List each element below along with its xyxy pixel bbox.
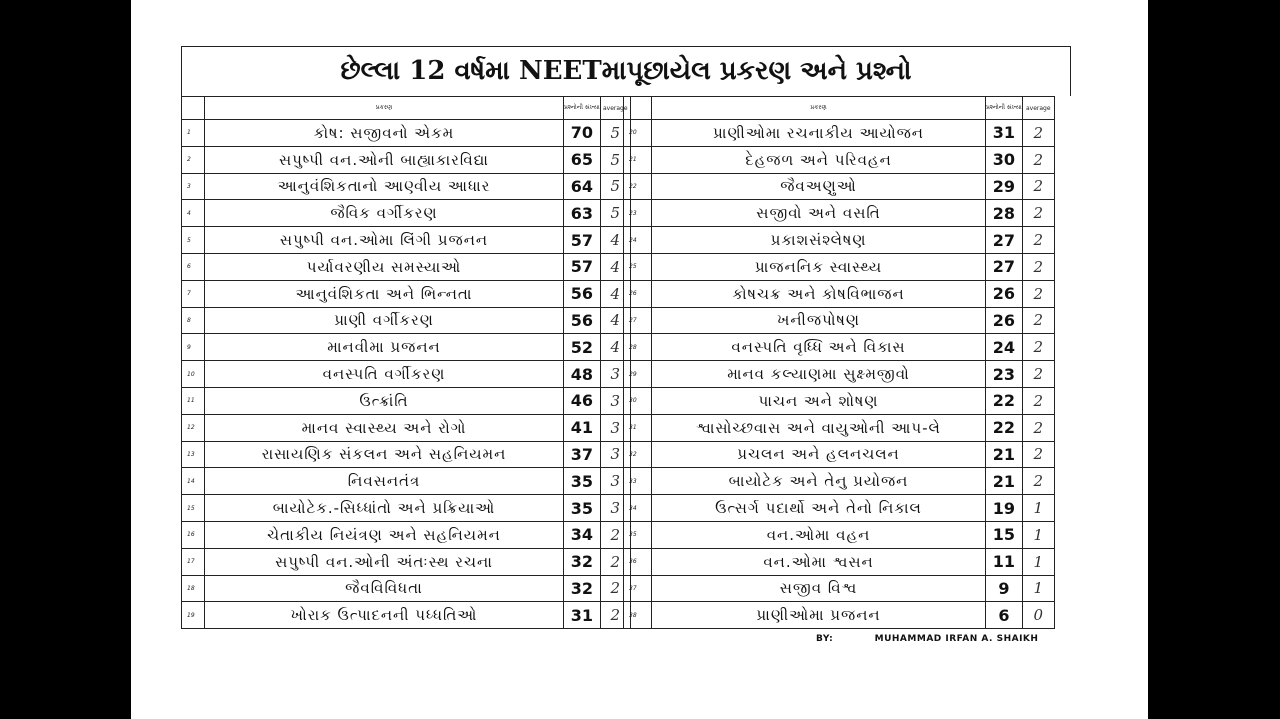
question-count: 34 [564, 521, 601, 548]
question-count: 6 [986, 602, 1023, 629]
row-number: 24 [624, 227, 652, 254]
question-count: 37 [564, 441, 601, 468]
byline-name: MUHAMMAD IRFAN A. SHAIKH [874, 634, 1039, 644]
average-value: 2 [1022, 334, 1054, 361]
table-row [182, 146, 631, 173]
row-number: 36 [624, 548, 652, 575]
chapter-name: દેહજળ અને પરિવહન [652, 146, 986, 173]
table-row [182, 495, 631, 522]
average-value: 2 [1022, 146, 1054, 173]
header-no [182, 97, 205, 120]
row-number: 11 [182, 387, 205, 414]
row-number: 20 [624, 120, 652, 147]
average-value: 3 [600, 361, 630, 388]
header-questions: પ્રશ્નોની સંખ્યા [564, 97, 601, 120]
question-count: 32 [564, 575, 601, 602]
average-value: 5 [600, 200, 630, 227]
average-value: 3 [600, 387, 630, 414]
chapter-name: વનસ્પતિ વૃધ્ધિ અને વિકાસ [652, 334, 986, 361]
chapter-name: વનસ્પતિ વર્ગીકરણ [205, 361, 564, 388]
chapter-name: પ્રાણી વર્ગીકરણ [205, 307, 564, 334]
question-count: 57 [564, 227, 601, 254]
table-row [624, 387, 1055, 414]
row-number: 18 [182, 575, 205, 602]
average-value: 1 [1022, 548, 1054, 575]
row-number: 37 [624, 575, 652, 602]
table-row [624, 575, 1055, 602]
table-row [624, 227, 1055, 254]
average-value: 4 [600, 253, 630, 280]
question-count: 35 [564, 468, 601, 495]
question-count: 31 [564, 602, 601, 629]
chapter-name: માનવીમા પ્રજનન [205, 334, 564, 361]
average-value: 4 [600, 307, 630, 334]
table-row [182, 575, 631, 602]
header-average: average [600, 97, 630, 120]
average-value: 2 [600, 521, 630, 548]
table-row [182, 602, 631, 629]
row-number: 25 [624, 253, 652, 280]
chapter-name: બાયોટેક.-સિધ્ધાંતો અને પ્રક્રિયાઓ [205, 495, 564, 522]
chapter-name: શ્વાસોચ્છવાસ અને વાયુઓની આપ-લે [652, 414, 986, 441]
document-page [131, 0, 1148, 719]
table-row [624, 146, 1055, 173]
chapter-name: પર્યાવરણીય સમસ્યાઓ [205, 253, 564, 280]
table-row [624, 200, 1055, 227]
table-row [624, 334, 1055, 361]
average-value: 2 [1022, 387, 1054, 414]
average-value: 3 [600, 414, 630, 441]
question-count: 30 [986, 146, 1023, 173]
row-number: 13 [182, 441, 205, 468]
question-count: 26 [986, 280, 1023, 307]
average-value: 1 [1022, 575, 1054, 602]
byline-by: BY: [816, 634, 834, 644]
table-row [624, 307, 1055, 334]
table-row [182, 253, 631, 280]
chapter-name: સપુષ્પી વન.ઓની બાહ્યાકારવિદ્યા [205, 146, 564, 173]
row-number: 7 [182, 280, 205, 307]
chapter-name: સજીવ વિશ્વ [652, 575, 986, 602]
question-count: 70 [564, 120, 601, 147]
question-count: 56 [564, 307, 601, 334]
average-value: 2 [1022, 361, 1054, 388]
average-value: 2 [1022, 120, 1054, 147]
question-count: 23 [986, 361, 1023, 388]
row-number: 14 [182, 468, 205, 495]
chapter-name: બાયોટેક અને તેનુ પ્રયોજન [652, 468, 986, 495]
chapter-name: માનવ સ્વાસ્થ્ય અને રોગો [205, 414, 564, 441]
question-count: 31 [986, 120, 1023, 147]
question-count: 64 [564, 173, 601, 200]
row-number: 22 [624, 173, 652, 200]
row-number: 32 [624, 441, 652, 468]
question-count: 22 [986, 414, 1023, 441]
chapter-name: ઉત્ક્રાંતિ [205, 387, 564, 414]
row-number: 31 [624, 414, 652, 441]
chapter-name: આનુવંશિકતા અને ભિન્નતા [205, 280, 564, 307]
row-number: 8 [182, 307, 205, 334]
question-count: 21 [986, 468, 1023, 495]
page-title: છેલ્લા 12 વર્ષમા NEETમાપૂછાયેલ પ્રકરણ અને પ્રશ્નો [181, 46, 1071, 96]
row-number: 26 [624, 280, 652, 307]
chapter-name: જૈવઅણુઓ [652, 173, 986, 200]
question-count: 32 [564, 548, 601, 575]
table-row [624, 414, 1055, 441]
header-questions: પ્રશ્નોની સંખ્યા [986, 97, 1023, 120]
question-count: 22 [986, 387, 1023, 414]
question-count: 21 [986, 441, 1023, 468]
average-value: 2 [600, 602, 630, 629]
row-number: 10 [182, 361, 205, 388]
author-credit [816, 634, 1038, 644]
average-value: 0 [1022, 602, 1054, 629]
table-row [624, 521, 1055, 548]
average-value: 4 [600, 227, 630, 254]
header-no [624, 97, 652, 120]
table-row [624, 468, 1055, 495]
row-number: 29 [624, 361, 652, 388]
table-header-row [624, 97, 1055, 120]
table-row [182, 227, 631, 254]
question-count: 19 [986, 495, 1023, 522]
question-count: 65 [564, 146, 601, 173]
average-value: 1 [1022, 495, 1054, 522]
chapter-name: પાચન અને શોષણ [652, 387, 986, 414]
row-number: 27 [624, 307, 652, 334]
average-value: 5 [600, 120, 630, 147]
chapter-name: પ્રાણીઓમા પ્રજનન [652, 602, 986, 629]
header-average: average [1022, 97, 1054, 120]
table-row [182, 173, 631, 200]
chapter-name: ખોરાક ઉત્પાદનની પધ્ધતિઓ [205, 602, 564, 629]
row-number: 12 [182, 414, 205, 441]
row-number: 33 [624, 468, 652, 495]
table-row [624, 120, 1055, 147]
average-value: 5 [600, 173, 630, 200]
right-table [623, 96, 1055, 629]
average-value: 2 [1022, 280, 1054, 307]
chapter-name: જૈવિક વર્ગીકરણ [205, 200, 564, 227]
table-row [182, 521, 631, 548]
question-count: 41 [564, 414, 601, 441]
row-number: 19 [182, 602, 205, 629]
question-count: 26 [986, 307, 1023, 334]
table-row [182, 307, 631, 334]
question-count: 48 [564, 361, 601, 388]
average-value: 3 [600, 441, 630, 468]
chapter-name: માનવ કલ્યાણમા સુક્ષ્મજીવો [652, 361, 986, 388]
question-count: 27 [986, 227, 1023, 254]
row-number: 9 [182, 334, 205, 361]
chapter-name: ખનીજપોષણ [652, 307, 986, 334]
chapter-name: નિવસનતંત્ર [205, 468, 564, 495]
table-row [182, 120, 631, 147]
average-value: 2 [1022, 468, 1054, 495]
table-row [624, 173, 1055, 200]
table-row [182, 468, 631, 495]
chapter-name: પ્રચલન અને હલનચલન [652, 441, 986, 468]
table-row [182, 334, 631, 361]
average-value: 2 [1022, 200, 1054, 227]
average-value: 2 [600, 575, 630, 602]
row-number: 30 [624, 387, 652, 414]
header-topic: પ્રકરણ [205, 97, 564, 120]
table-header-row [182, 97, 631, 120]
question-count: 11 [986, 548, 1023, 575]
row-number: 21 [624, 146, 652, 173]
row-number: 4 [182, 200, 205, 227]
average-value: 4 [600, 334, 630, 361]
average-value: 1 [1022, 521, 1054, 548]
chapter-name: સજીવો અને વસતિ [652, 200, 986, 227]
row-number: 16 [182, 521, 205, 548]
question-count: 24 [986, 334, 1023, 361]
average-value: 3 [600, 495, 630, 522]
chapter-name: ચેતાકીય નિયંત્રણ અને સહનિયમન [205, 521, 564, 548]
table-row [624, 548, 1055, 575]
chapter-name: કોષચક્ર અને કોષવિભાજન [652, 280, 986, 307]
table-row [624, 495, 1055, 522]
table-row [182, 441, 631, 468]
average-value: 2 [1022, 441, 1054, 468]
row-number: 6 [182, 253, 205, 280]
question-count: 9 [986, 575, 1023, 602]
row-number: 1 [182, 120, 205, 147]
average-value: 2 [1022, 414, 1054, 441]
chapter-name: રાસાયણિક સંકલન અને સહનિયમન [205, 441, 564, 468]
row-number: 15 [182, 495, 205, 522]
table-row [182, 361, 631, 388]
row-number: 35 [624, 521, 652, 548]
question-count: 52 [564, 334, 601, 361]
average-value: 5 [600, 146, 630, 173]
chapter-name: સપુષ્પી વન.ઓની અંતઃસ્થ રચના [205, 548, 564, 575]
chapter-name: જૈવવિવિધતા [205, 575, 564, 602]
question-count: 27 [986, 253, 1023, 280]
average-value: 2 [1022, 227, 1054, 254]
question-count: 28 [986, 200, 1023, 227]
chapter-name: ઉત્સર્ગ પદાર્થો અને તેનો નિકાલ [652, 495, 986, 522]
table-row [182, 387, 631, 414]
chapter-name: પ્રકાશસંશ્લેષણ [652, 227, 986, 254]
question-count: 29 [986, 173, 1023, 200]
chapter-name: વન.ઓમા વહન [652, 521, 986, 548]
chapter-name: સપુષ્પી વન.ઓમા લિંગી પ્રજનન [205, 227, 564, 254]
chapter-name: પ્રાણીઓમા રચનાકીય આયોજન [652, 120, 986, 147]
table-row [624, 441, 1055, 468]
row-number: 23 [624, 200, 652, 227]
row-number: 38 [624, 602, 652, 629]
table-row [624, 253, 1055, 280]
chapter-name: વન.ઓમા શ્વસન [652, 548, 986, 575]
row-number: 34 [624, 495, 652, 522]
question-count: 15 [986, 521, 1023, 548]
average-value: 2 [1022, 307, 1054, 334]
header-topic: પ્રકરણ [652, 97, 986, 120]
left-table [181, 96, 631, 629]
row-number: 28 [624, 334, 652, 361]
chapter-name: કોષ: સજીવનો એકમ [205, 120, 564, 147]
table-row [182, 200, 631, 227]
question-count: 46 [564, 387, 601, 414]
table-row [182, 414, 631, 441]
table-row [624, 361, 1055, 388]
chapter-name: પ્રાજનનિક સ્વાસ્થ્ય [652, 253, 986, 280]
question-count: 63 [564, 200, 601, 227]
average-value: 4 [600, 280, 630, 307]
row-number: 17 [182, 548, 205, 575]
average-value: 2 [1022, 173, 1054, 200]
table-row [182, 548, 631, 575]
row-number: 2 [182, 146, 205, 173]
table-row [182, 280, 631, 307]
average-value: 2 [600, 548, 630, 575]
average-value: 2 [1022, 253, 1054, 280]
table-row [624, 280, 1055, 307]
row-number: 3 [182, 173, 205, 200]
question-count: 57 [564, 253, 601, 280]
table-row [624, 602, 1055, 629]
average-value: 3 [600, 468, 630, 495]
question-count: 35 [564, 495, 601, 522]
row-number: 5 [182, 227, 205, 254]
chapter-name: આનુવંશિકતાનો આણ્વીય આધાર [205, 173, 564, 200]
question-count: 56 [564, 280, 601, 307]
